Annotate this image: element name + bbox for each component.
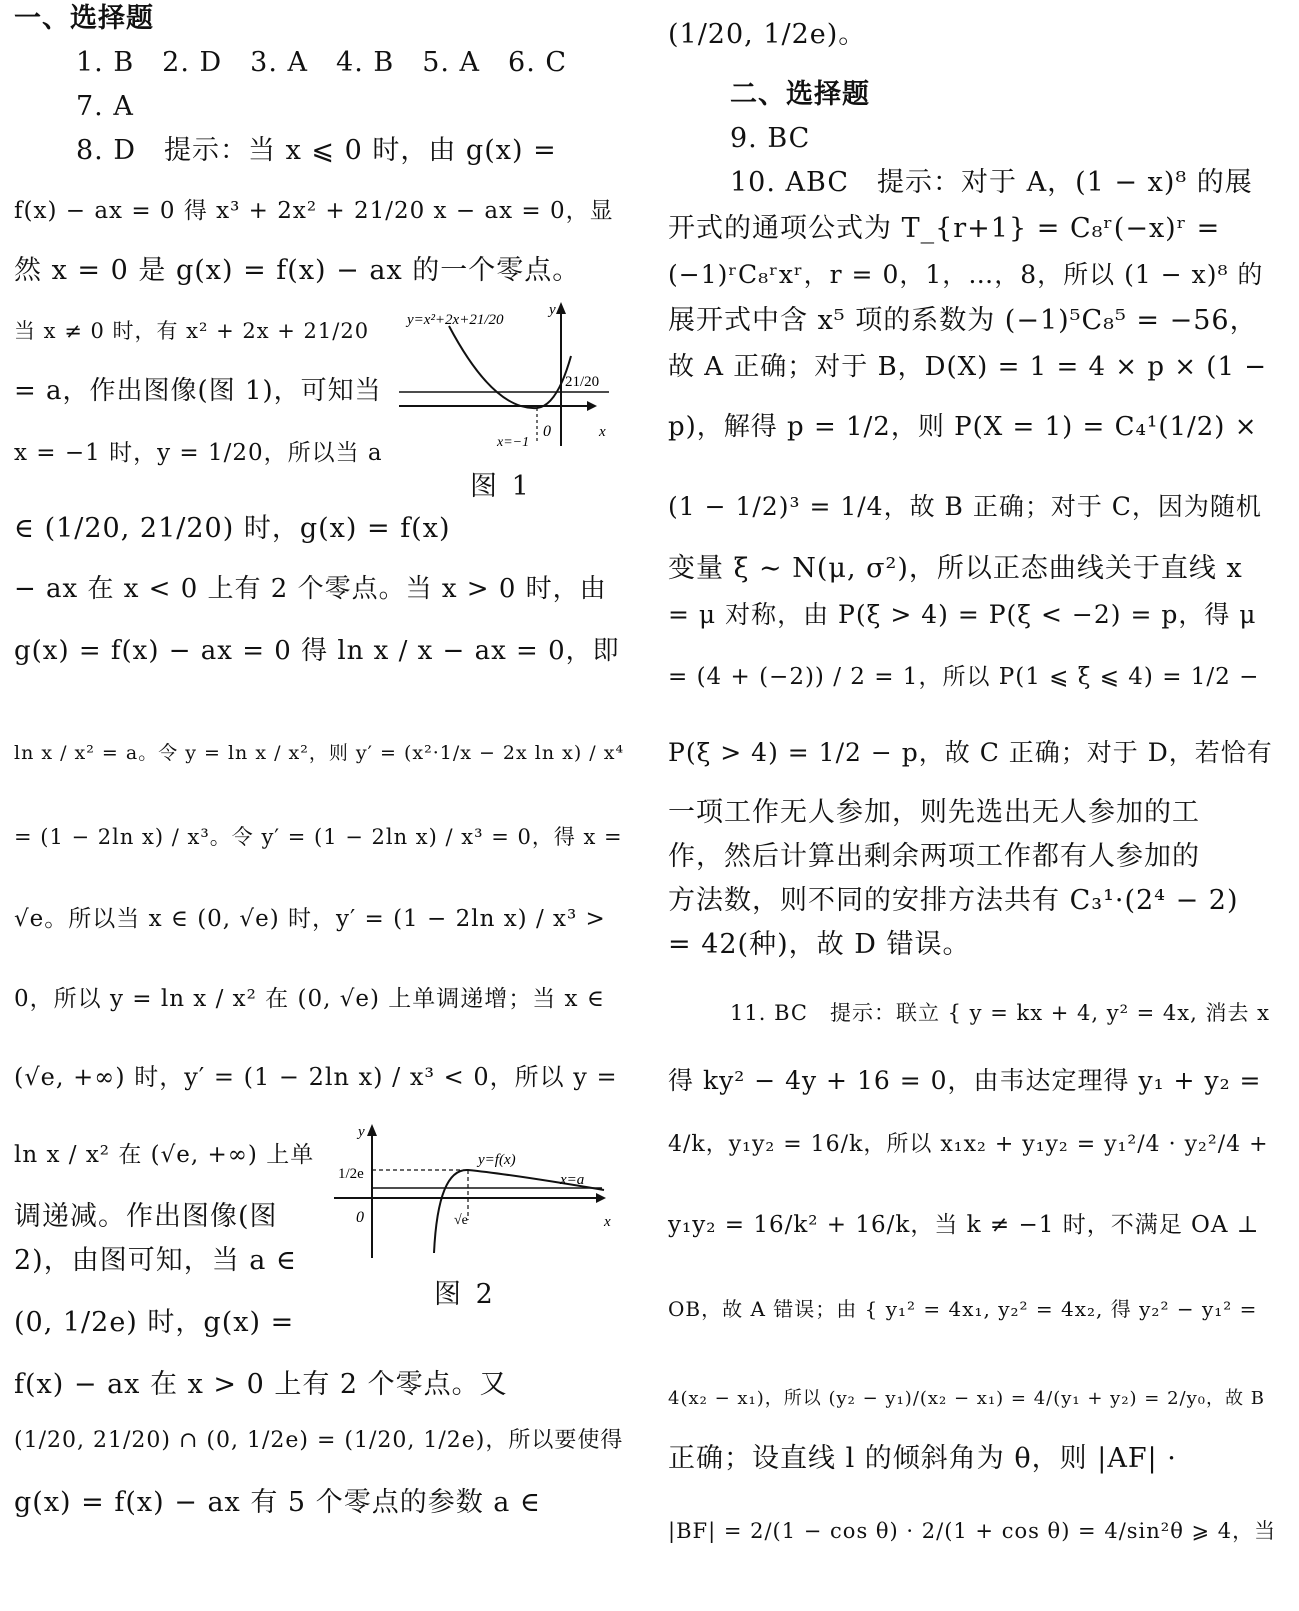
answer-8-line: √e。所以当 x ∈ (0, √e) 时，y′ = (1 − 2ln x) / x³ > (14, 906, 606, 932)
answer-8-line: 当 x ≠ 0 时，有 x² + 2x + 21/20 (14, 319, 370, 343)
figure-2-x-marker: √e (454, 1213, 468, 1228)
answer-10-line: p)，解得 p = 1/2，则 P(X = 1) = C₄¹(1/2) × (668, 412, 1258, 442)
answer-11-line: 4(x₂ − x₁)，所以 (y₂ − y₁)/(x₂ − x₁) = 4/(y₁ + y₂) = 2/y₀，故 B (668, 1388, 1265, 1409)
answer-8-line: = a，作出图像(图 1)，可知当 (14, 376, 382, 406)
answer-11-line: OB，故 A 错误；由 { y₁² = 4x₁, y₂² = 4x₂, 得 y₂² − y₁² = (668, 1297, 1258, 1321)
answer-10-line: (1 − 1/2)³ = 1/4，故 B 正确；对于 C，因为随机 (668, 492, 1262, 521)
answer-9: 9. BC (730, 123, 811, 154)
figure-2-caption: 图 2 (434, 1279, 496, 1310)
answer-10-line: 故 A 正确；对于 B，D(X) = 1 = 4 × p × (1 − (668, 352, 1268, 382)
answer-10-line: 作，然后计算出剩余两项工作都有人参加的 (668, 841, 1200, 872)
figure-1-y-label: y (549, 302, 556, 318)
figure-1-y-intercept-label: 21/20 (565, 374, 600, 390)
answer-10-line: 一项工作无人参加，则先选出无人参加的工 (668, 797, 1200, 828)
figure-1-x-label: x (599, 424, 606, 440)
answer-11-line: 正确；设直线 l 的倾斜角为 θ，则 |AF| · (668, 1443, 1177, 1474)
answer-8-line: f(x) − ax 在 x > 0 上有 2 个零点。又 (14, 1369, 508, 1400)
answer-8-line: ln x / x² 在 (√e, +∞) 上单 (14, 1142, 315, 1168)
answer-11-line: y₁y₂ = 16/k² + 16/k，当 k ≠ −1 时，不满足 OA ⊥ (668, 1212, 1260, 1238)
answer-8-line: f(x) − ax = 0 得 x³ + 2x² + 21/20 x − ax = 0，显 (14, 198, 614, 224)
answer-8-line: − ax 在 x < 0 上有 2 个零点。当 x > 0 时，由 (14, 574, 607, 604)
answer-7: 7. A (76, 91, 134, 122)
figure-2-y-marker: 1/2e (338, 1166, 364, 1182)
figure-1-caption: 图 1 (470, 471, 532, 502)
figure-2-line-label: x=a (560, 1172, 585, 1188)
answer-8-conclusion: (1/20, 1/2e)。 (668, 19, 867, 50)
answers-1-6: 1. B 2. D 3. A 4. B 5. A 6. C (76, 47, 568, 78)
figure-2-y-axis-arrow-icon (367, 1124, 377, 1136)
answer-11-line: 4/k，y₁y₂ = 16/k，所以 x₁x₂ + y₁y₂ = y₁²/4 · y₂²/4 + (668, 1132, 1269, 1157)
answer-8-line: g(x) = f(x) − ax = 0 得 ln x / x − ax = 0，即 (14, 636, 620, 666)
figure-1-y-axis-arrow-icon (556, 302, 566, 314)
figure-2-origin-label: 0 (356, 1209, 364, 1226)
figure-2-curve-label: y=f(x) (478, 1152, 516, 1168)
answer-8-line: g(x) = f(x) − ax 有 5 个零点的参数 a ∈ (14, 1487, 541, 1518)
answer-8-line: ∈ (1/20, 21/20) 时，g(x) = f(x) (14, 513, 451, 544)
answer-10-line: = (4 + (−2)) / 2 = 1，所以 P(1 ⩽ ξ ⩽ 4) = 1/2 − (668, 664, 1260, 690)
section-heading-single-choice: 一、选择题 (14, 3, 154, 34)
answer-8-line: 0，所以 y = ln x / x² 在 (0, √e) 上单调递增；当 x ∈ (14, 986, 605, 1012)
answer-10-line: (−1)ʳC₈ʳxʳ，r = 0，1，…，8，所以 (1 − x)⁸ 的 (668, 260, 1264, 289)
figure-2-x-label: x (604, 1214, 611, 1230)
figure-2-graph (334, 1118, 624, 1268)
answer-11-line: 11. BC 提示：联立 { y = kx + 4, y² = 4x, 消去 x (730, 1001, 1271, 1025)
answer-8-line: (√e, +∞) 时，y′ = (1 − 2ln x) / x³ < 0，所以 y = (14, 1063, 618, 1091)
answer-8-line: ln x / x² = a。令 y = ln x / x²，则 y′ = (x²·1/x − 2x ln x) / x⁴ (14, 742, 625, 764)
answer-11-line: |BF| = 2/(1 − cos θ) · 2/(1 + cos θ) = 4/sin²θ ⩾ 4，当 (668, 1519, 1277, 1543)
answer-8-line: 调递减。作出图像(图 (14, 1201, 278, 1232)
answer-10-line: 变量 ξ ∼ N(μ, σ²)，所以正态曲线关于直线 x (668, 553, 1243, 584)
answer-10-line: = 42(种)，故 D 错误。 (668, 929, 971, 960)
answer-10-line: 方法数，则不同的安排方法共有 C₃¹·(2⁴ − 2) (668, 885, 1239, 916)
answer-10-line: 展开式中含 x⁵ 项的系数为 (−1)⁵C₈⁵ = −56， (668, 305, 1258, 336)
figure-1-graph (399, 296, 614, 456)
answer-10-line: 10. ABC 提示：对于 A，(1 − x)⁸ 的展 (730, 167, 1253, 198)
section-heading-multiple-choice: 二、选择题 (730, 79, 870, 110)
figure-1-origin-label: 0 (543, 423, 551, 440)
answer-8-line: = (1 − 2ln x) / x³。令 y′ = (1 − 2ln x) / x³ = 0，得 x = (14, 825, 623, 849)
answer-8-line: 然 x = 0 是 g(x) = f(x) − ax 的一个零点。 (14, 255, 581, 286)
figure-2-x-axis-arrow-icon (596, 1193, 606, 1203)
answer-8-line: 8. D 提示：当 x ⩽ 0 时，由 g(x) = (76, 135, 557, 166)
answer-10-line: = μ 对称，由 P(ξ > 4) = P(ξ < −2) = p，得 μ (668, 600, 1257, 629)
answer-10-line: 开式的通项公式为 T_{r+1} = C₈ʳ(−x)ʳ = (668, 213, 1221, 244)
figure-1-x-axis-arrow-icon (587, 401, 597, 411)
figure-1-curve-label: y=x²+2x+21/20 (407, 312, 504, 328)
right-column (668, 0, 1283, 1611)
figure-1-x-marker: x=−1 (497, 435, 530, 450)
figure-2-y-label: y (358, 1124, 365, 1140)
figure-1-parabola (449, 326, 571, 408)
answer-11-line: 得 ky² − 4y + 16 = 0，由韦达定理得 y₁ + y₂ = (668, 1066, 1262, 1095)
answer-8-line: 2)，由图可知，当 a ∈ (14, 1245, 297, 1276)
answer-8-line: x = −1 时，y = 1/20，所以当 a (14, 440, 383, 466)
left-column (14, 0, 629, 1611)
answer-8-line: (1/20, 21/20) ∩ (0, 1/2e) = (1/20, 1/2e)，所以要使得 (14, 1428, 624, 1453)
answer-8-line: (0, 1/2e) 时，g(x) = (14, 1307, 295, 1338)
answer-10-line: P(ξ > 4) = 1/2 − p，故 C 正确；对于 D，若恰有 (668, 738, 1273, 767)
